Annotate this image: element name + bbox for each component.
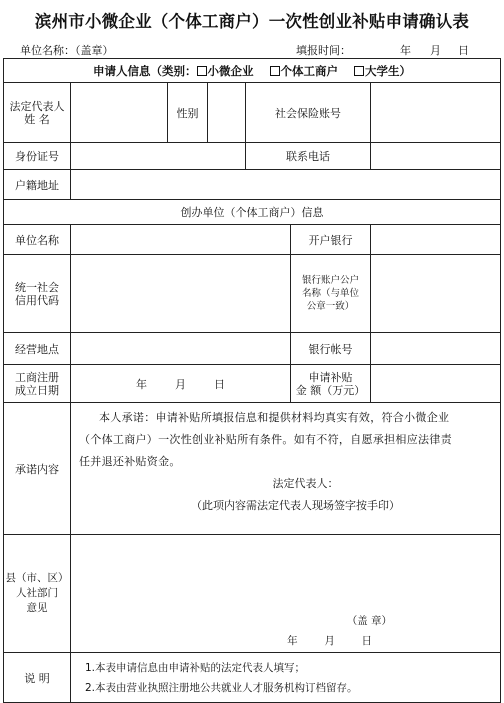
notes-label: 说 明	[4, 653, 71, 703]
pledge-signer: 法定代表人：	[272, 477, 339, 490]
opt-small-enterprise-label: 小微企业	[207, 63, 254, 78]
subsidy-amount-field[interactable]	[371, 365, 501, 403]
pledge-line-1: 本人承诺：申请补贴所填报信息和提供材料均真实有效，符合小微企业	[99, 411, 450, 424]
notes-row	[4, 653, 501, 703]
opt-individual-label: 个体工商户	[280, 63, 339, 78]
legal-rep-name-label: 法定代表人 姓 名	[4, 83, 71, 143]
company-section-row	[4, 200, 501, 225]
unit-name-row	[4, 225, 501, 255]
household-address-label: 户籍地址	[4, 170, 71, 200]
county-opinion-row	[4, 535, 501, 653]
county-opinion-field[interactable]	[71, 535, 501, 653]
legal-rep-row	[4, 83, 501, 143]
phone-label: 联系电话	[246, 143, 371, 170]
reg-date-field[interactable]: 年 月 日	[71, 365, 291, 403]
county-seal-label: （盖 章）	[346, 615, 393, 627]
household-row	[4, 170, 501, 200]
application-form-table	[3, 58, 501, 703]
note-item-2: 2.本表由营业执照注册地公共就业人才服务机构订档留存。	[85, 681, 358, 694]
pledge-label: 承诺内容	[4, 403, 71, 535]
applicant-section-label: 申请人信息（类别：	[93, 63, 197, 78]
credit-code-field[interactable]	[71, 255, 291, 333]
form-title: 滨州市小微企业（个体工商户）一次性创业补贴申请确认表	[34, 12, 470, 31]
bank-label: 开户银行	[291, 225, 371, 255]
checkbox-individual-business[interactable]	[270, 66, 280, 76]
fill-time-label: 填报时间：	[296, 44, 351, 57]
pledge-sign-note: （此项内容需法定代表人现场签字按手印）	[191, 499, 401, 512]
applicant-section-row	[4, 59, 501, 83]
company-section-label: 创办单位（个体工商户）信息	[4, 200, 501, 225]
id-row	[4, 143, 501, 170]
unit-name-label: 单位名称	[4, 225, 71, 255]
subsidy-amount-label: 申请补贴 金 额（万元）	[291, 365, 371, 403]
fill-day-label: 日	[458, 44, 469, 57]
unit-name-field[interactable]	[71, 225, 291, 255]
phone-field[interactable]	[371, 143, 501, 170]
account-name-label: 银行账户公户 名称（与单位 公章一致）	[291, 255, 371, 333]
reg-date-row	[4, 365, 501, 403]
social-security-label: 社会保险账号	[246, 83, 371, 143]
account-no-label: 银行帐号	[291, 333, 371, 365]
notes-content	[71, 653, 501, 703]
business-address-field[interactable]	[71, 333, 291, 365]
account-name-field[interactable]	[371, 255, 501, 333]
reg-date-label: 工商注册 成立日期	[4, 365, 71, 403]
household-address-field[interactable]	[71, 170, 501, 200]
id-no-label: 身份证号	[4, 143, 71, 170]
credit-code-label: 统一社会 信用代码	[4, 255, 71, 333]
pledge-line-2: （个体工商户）一次性创业补贴所有条件。如有不符，自愿承担相应法律责	[79, 433, 452, 446]
legal-rep-name-field[interactable]	[71, 83, 168, 143]
id-no-field[interactable]	[71, 143, 246, 170]
county-opinion-label: 县（市、区） 人社部门 意见	[4, 535, 71, 653]
gender-label: 性别	[168, 83, 208, 143]
pledge-line-3: 任并退还补贴资金。	[79, 455, 181, 468]
business-address-label: 经营地点	[4, 333, 71, 365]
fill-month-label: 月	[430, 44, 441, 57]
social-security-field[interactable]	[371, 83, 501, 143]
fill-year-label: 年	[400, 44, 411, 57]
business-address-row	[4, 333, 501, 365]
note-item-1: 1.本表申请信息由申请补贴的法定代表人填写；	[85, 661, 306, 674]
credit-code-row	[4, 255, 501, 333]
checkbox-student[interactable]	[354, 66, 364, 76]
county-date-label: 年 月 日	[287, 635, 373, 647]
pledge-row	[4, 403, 501, 535]
opt-student-label: 大学生）	[365, 63, 412, 78]
checkbox-small-enterprise[interactable]	[197, 66, 207, 76]
bank-field[interactable]	[371, 225, 501, 255]
account-no-field[interactable]	[371, 333, 501, 365]
pledge-content	[71, 403, 501, 535]
gender-field[interactable]	[208, 83, 246, 143]
unit-name-seal-label: 单位名称：（盖章）	[20, 44, 114, 57]
